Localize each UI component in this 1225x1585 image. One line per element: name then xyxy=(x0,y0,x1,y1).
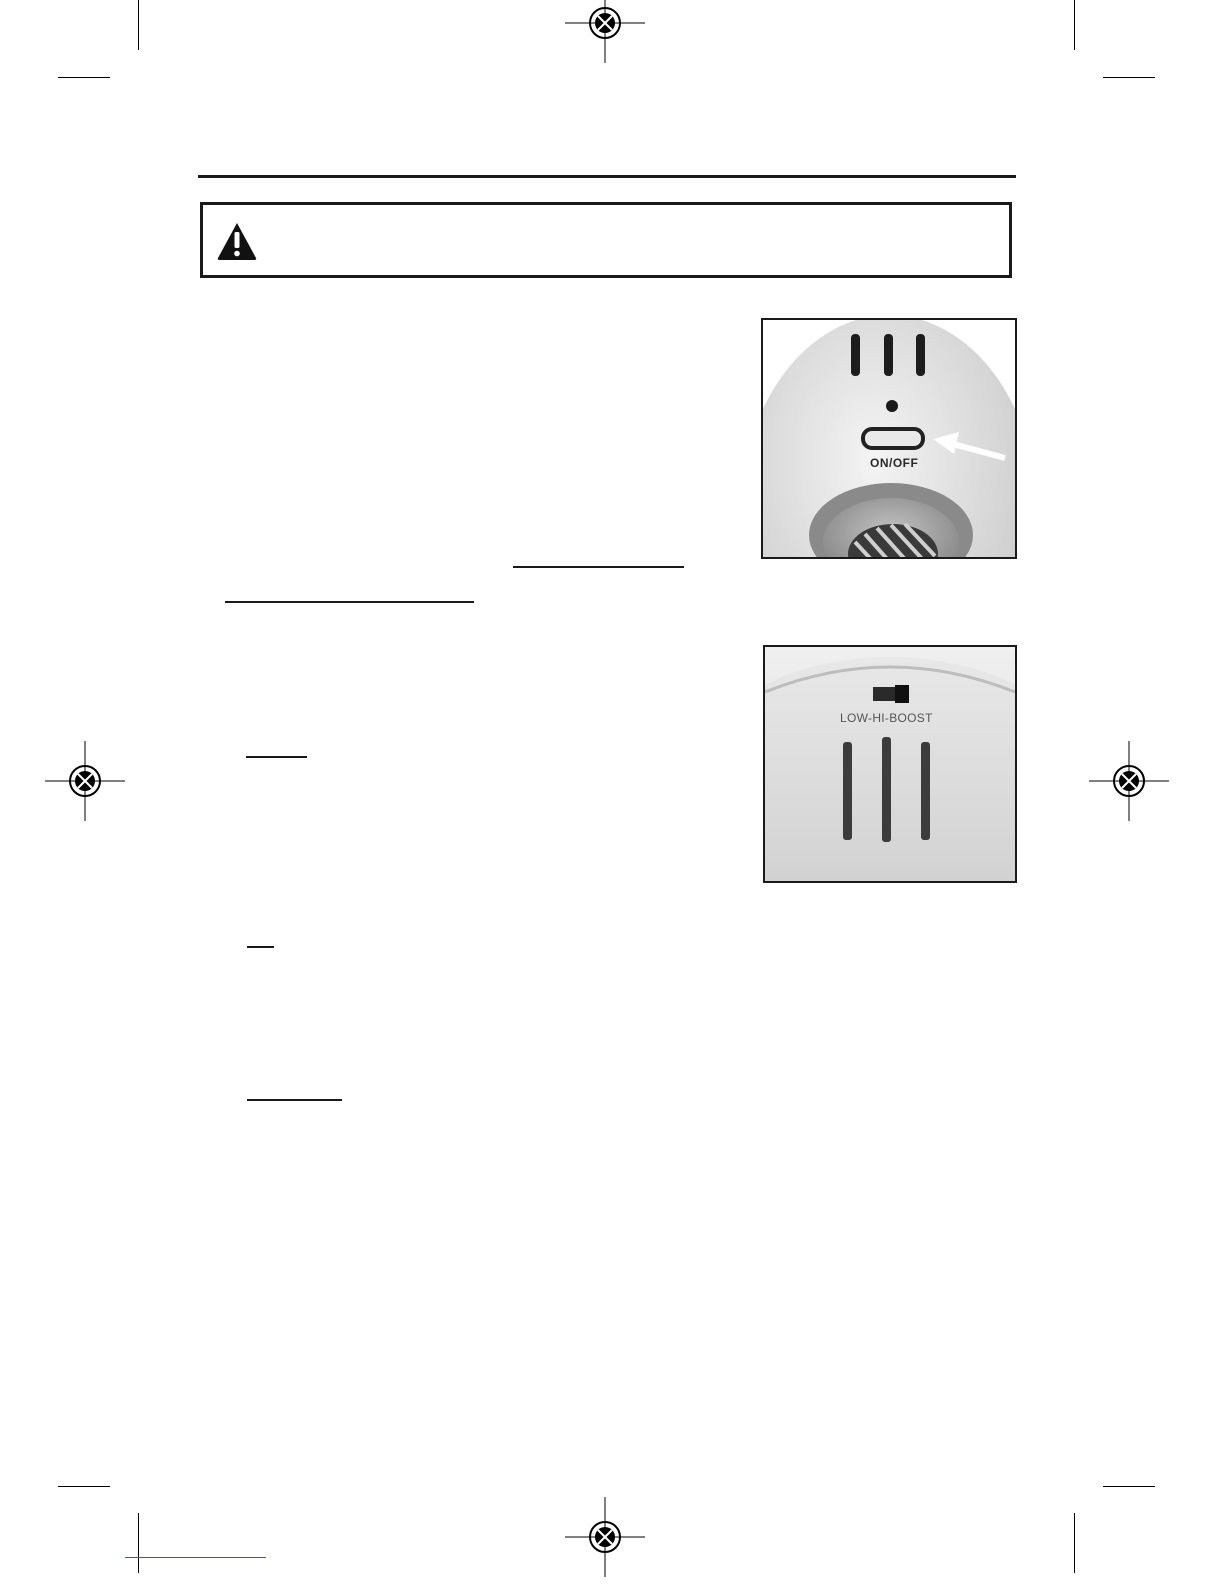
crop-mark-bottom-left-horizontal xyxy=(58,1486,110,1487)
speed-switch-label: LOW-HI-BOOST xyxy=(840,711,933,725)
crop-mark-top-right-horizontal xyxy=(1103,77,1155,78)
text-underline xyxy=(246,756,307,758)
crop-mark-bottom-left-vertical xyxy=(138,1513,139,1573)
text-underline xyxy=(247,1099,342,1101)
warning-triangle-icon xyxy=(216,221,258,261)
crop-mark-top-left-horizontal xyxy=(58,77,110,78)
crop-mark-bottom-right-vertical xyxy=(1074,1513,1075,1573)
photo-speed-switch xyxy=(763,645,1017,883)
footer-link-underline xyxy=(125,1556,266,1558)
photo-power-button xyxy=(761,318,1017,559)
text-underline xyxy=(247,946,274,948)
crop-mark-top-right-vertical xyxy=(1074,0,1075,50)
text-underline xyxy=(513,566,684,568)
crop-mark-bottom-right-horizontal xyxy=(1103,1486,1155,1487)
device-switch-illustration xyxy=(765,647,1015,881)
registration-mark-icon xyxy=(1084,736,1174,826)
warning-box xyxy=(200,202,1012,278)
header-rule xyxy=(198,175,1016,178)
registration-mark-icon xyxy=(560,1492,650,1582)
registration-mark-icon xyxy=(40,736,130,826)
warning-text xyxy=(203,205,204,206)
text-underline xyxy=(225,601,474,603)
device-top-illustration xyxy=(763,320,1015,557)
registration-mark-icon xyxy=(560,0,650,68)
power-button-label: ON/OFF xyxy=(870,456,919,470)
crop-mark-top-left-vertical xyxy=(138,0,139,50)
